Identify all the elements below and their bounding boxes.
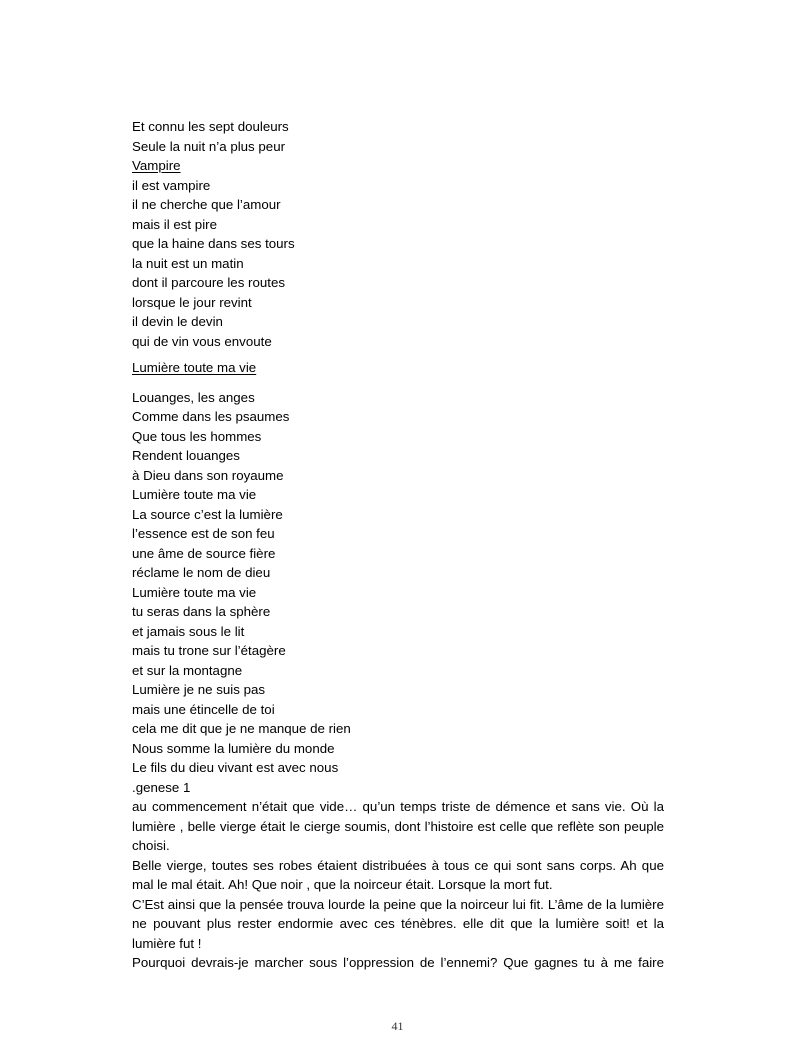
poem-title-lumiere [132, 358, 664, 378]
poem-line: Seule la nuit n’a plus peur [132, 138, 286, 154]
poem-line: et sur la montagne [132, 662, 243, 678]
poem-line: l’essence est de son feu [132, 526, 275, 541]
prose-paragraph: C’Est ainsi que la pensée trouva lourde la peine que la noirceur lui fit. L’âme de la lumière ne pouvant plus rester endormie avec ces ténèbres. elle dit que la lumière soit! et la lumière fut ! [132, 896, 664, 951]
poem-line: lorsque le jour revint [132, 294, 252, 310]
poem-line: il devin le devin [132, 314, 223, 329]
poem-line: une âme de source fière [132, 545, 276, 561]
spacer [132, 378, 664, 388]
poem-line: à Dieu dans son royaume [132, 467, 284, 483]
poem-line: Lumière je ne suis pas [132, 682, 266, 697]
poem-line: Louanges, les anges [132, 389, 255, 405]
poem-line: Rendent louanges [132, 448, 240, 463]
poem-line: réclame le nom de dieu [132, 565, 271, 580]
poem-line: Et connu les sept douleurs [132, 119, 289, 134]
poem-line: .genese 1 [132, 779, 191, 795]
poem-line: Comme dans les psaumes [132, 409, 290, 424]
poem-line: Le fils du dieu vivant est avec nous [132, 760, 339, 775]
poem-line: Nous somme la lumière du monde [132, 740, 335, 756]
poem-line: dont il parcoure les routes [132, 275, 285, 290]
poem-line: et jamais sous le lit [132, 623, 245, 639]
poem-line: que la haine dans ses tours [132, 236, 295, 251]
poem-line: cela me dit que je ne manque de rien [132, 721, 351, 736]
poem-line: Que tous les hommes [132, 428, 262, 444]
poem-line: Lumière toute ma vie [132, 584, 257, 600]
poem-line: Lumière toute ma vie [132, 487, 257, 502]
page-body [132, 117, 664, 973]
poem-line: La source c’est la lumière [132, 506, 283, 522]
poem-line: qui de vin vous envoute [132, 333, 272, 349]
poem-line: mais tu trone sur l’étagère [132, 643, 286, 658]
prose-paragraph: Belle vierge, toutes ses robes étaient distribuées à tous ce qui sont sans corps. Ah que mal le mal était. Ah! Que noir , que la noirceur était. Lorsque la mort fut. [132, 857, 664, 892]
spacer [132, 351, 664, 358]
poem-title-vampire [132, 156, 664, 176]
page-number: 41 [391, 1019, 404, 1033]
poem-line: la nuit est un matin [132, 255, 244, 271]
prose-paragraph: Pourquoi devrais-je marcher sous l’oppression de l’ennemi? Que gagnes tu à me faire [132, 955, 664, 970]
poem-line: il est vampire [132, 177, 211, 193]
poem-line: mais une étincelle de toi [132, 701, 275, 717]
poem-title-text: Vampire [132, 158, 181, 173]
poem-line: il ne cherche que l’amour [132, 197, 281, 212]
prose-paragraph: au commencement n’était que vide… qu’un temps triste de démence et sans vie. Où la lumière , belle vierge était le cierge soumis, dont l’histoire est celle que reflète son peuple choisi. [132, 799, 664, 853]
poem-line: tu seras dans la sphère [132, 604, 271, 619]
poem-line: mais il est pire [132, 216, 217, 232]
poem-title-text: Lumière toute ma vie [132, 360, 257, 375]
